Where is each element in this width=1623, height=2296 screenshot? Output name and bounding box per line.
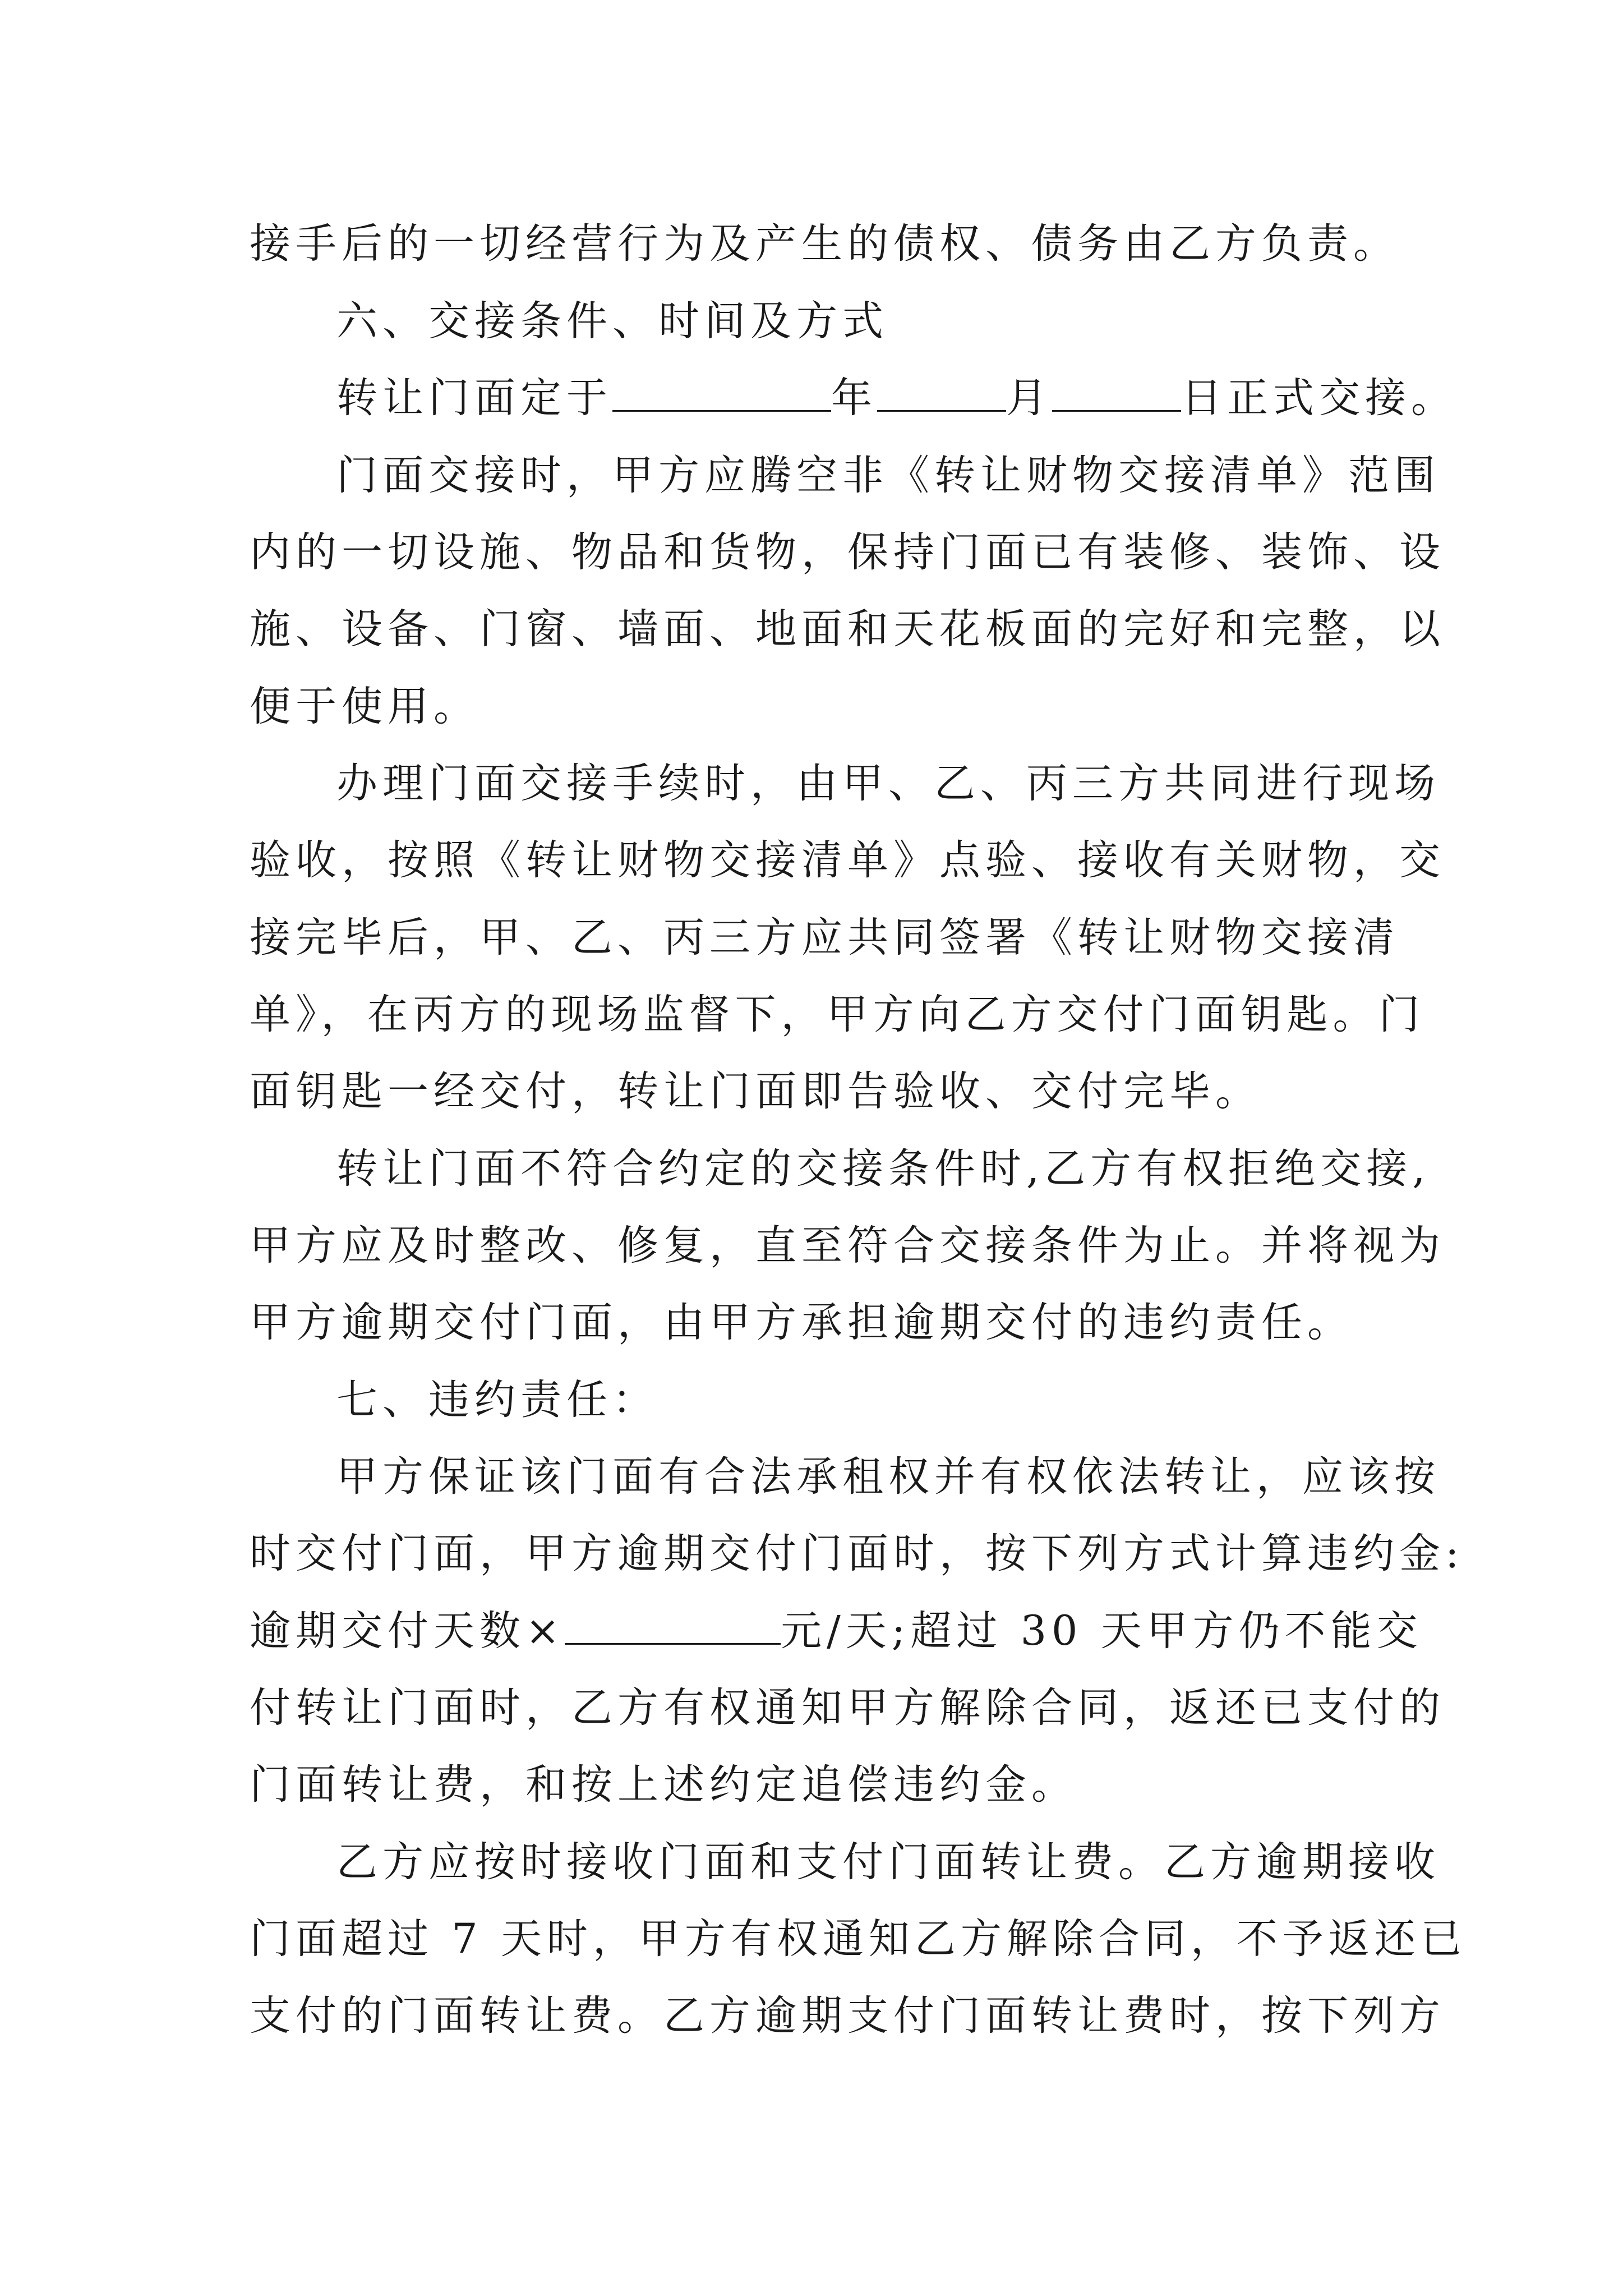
penalty-rate-prefix: 逾期交付天数× (250, 1607, 565, 1655)
body-text-line: 接完毕后，甲、乙、丙三方应共同签署《转让财物交接清 (250, 914, 1399, 961)
body-text-line: 接手后的一切经营行为及产生的债权、债务由乙方负责。 (250, 220, 1399, 268)
penalty-rate-suffix: 元/天;超过 30 天甲方仍不能交 (781, 1607, 1423, 1655)
body-text-line: 便于使用。 (250, 683, 479, 730)
section-heading-7: 七、违约责任： (336, 1376, 658, 1424)
handover-date-line (336, 373, 1457, 424)
body-text-line: 施、设备、门窗、墙面、地面和天花板面的完好和完整，以 (250, 605, 1445, 653)
section-heading-6: 六、交接条件、时间及方式 (336, 297, 888, 345)
body-text-line: 支付的门面转让费。乙方逾期支付门面转让费时，按下列方 (250, 1992, 1445, 2040)
body-text-line: 面钥匙一经交付，转让门面即告验收、交付完毕。 (250, 1068, 1261, 1115)
body-text-line: 付转让门面时，乙方有权通知甲方解除合同，返还已支付的 (250, 1684, 1445, 1732)
body-text-line: 甲方应及时整改、修复，直至符合交接条件为止。并将视为 (250, 1222, 1445, 1269)
year-label: 年 (831, 374, 877, 422)
year-blank[interactable] (612, 373, 831, 412)
handover-date-suffix: 日正式交接。 (1181, 374, 1457, 422)
body-text-line: 时交付门面，甲方逾期交付门面时，按下列方式计算违约金: (250, 1530, 1464, 1577)
body-text-line: 甲方保证该门面有合法承租权并有权依法转让，应该按 (336, 1453, 1440, 1501)
body-text-line: 甲方逾期交付门面，由甲方承担逾期交付的违约责任。 (250, 1299, 1353, 1346)
day-blank[interactable] (1052, 373, 1181, 412)
body-text-line: 单》，在丙方的现场监督下，甲方向乙方交付门面钥匙。门 (250, 991, 1425, 1038)
body-text-line: 乙方应按时接收门面和支付门面转让费。乙方逾期接收 (336, 1838, 1440, 1886)
body-text-line: 办理门面交接手续时，由甲、乙、丙三方共同进行现场 (336, 760, 1440, 807)
body-text-line: 转让门面不符合约定的交接条件时,乙方有权拒绝交接, (336, 1145, 1431, 1193)
month-blank[interactable] (877, 373, 1006, 412)
body-text-line: 门面转让费，和按上述约定追偿违约金。 (250, 1761, 1077, 1809)
handover-date-prefix: 转让门面定于 (336, 374, 612, 422)
body-text-line: 验收，按照《转让财物交接清单》点验、接收有关财物，交 (250, 836, 1445, 884)
penalty-amount-blank[interactable] (565, 1606, 781, 1645)
body-text-line: 门面交接时，甲方应腾空非《转让财物交接清单》范围 (336, 452, 1440, 499)
body-text-line: 内的一切设施、物品和货物，保持门面已有装修、装饰、设 (250, 528, 1445, 576)
body-text-line: 门面超过 7 天时，甲方有权通知乙方解除合同，不予返还已 (250, 1915, 1467, 1963)
penalty-rate-line (250, 1606, 1423, 1657)
month-label: 月 (1006, 374, 1052, 422)
